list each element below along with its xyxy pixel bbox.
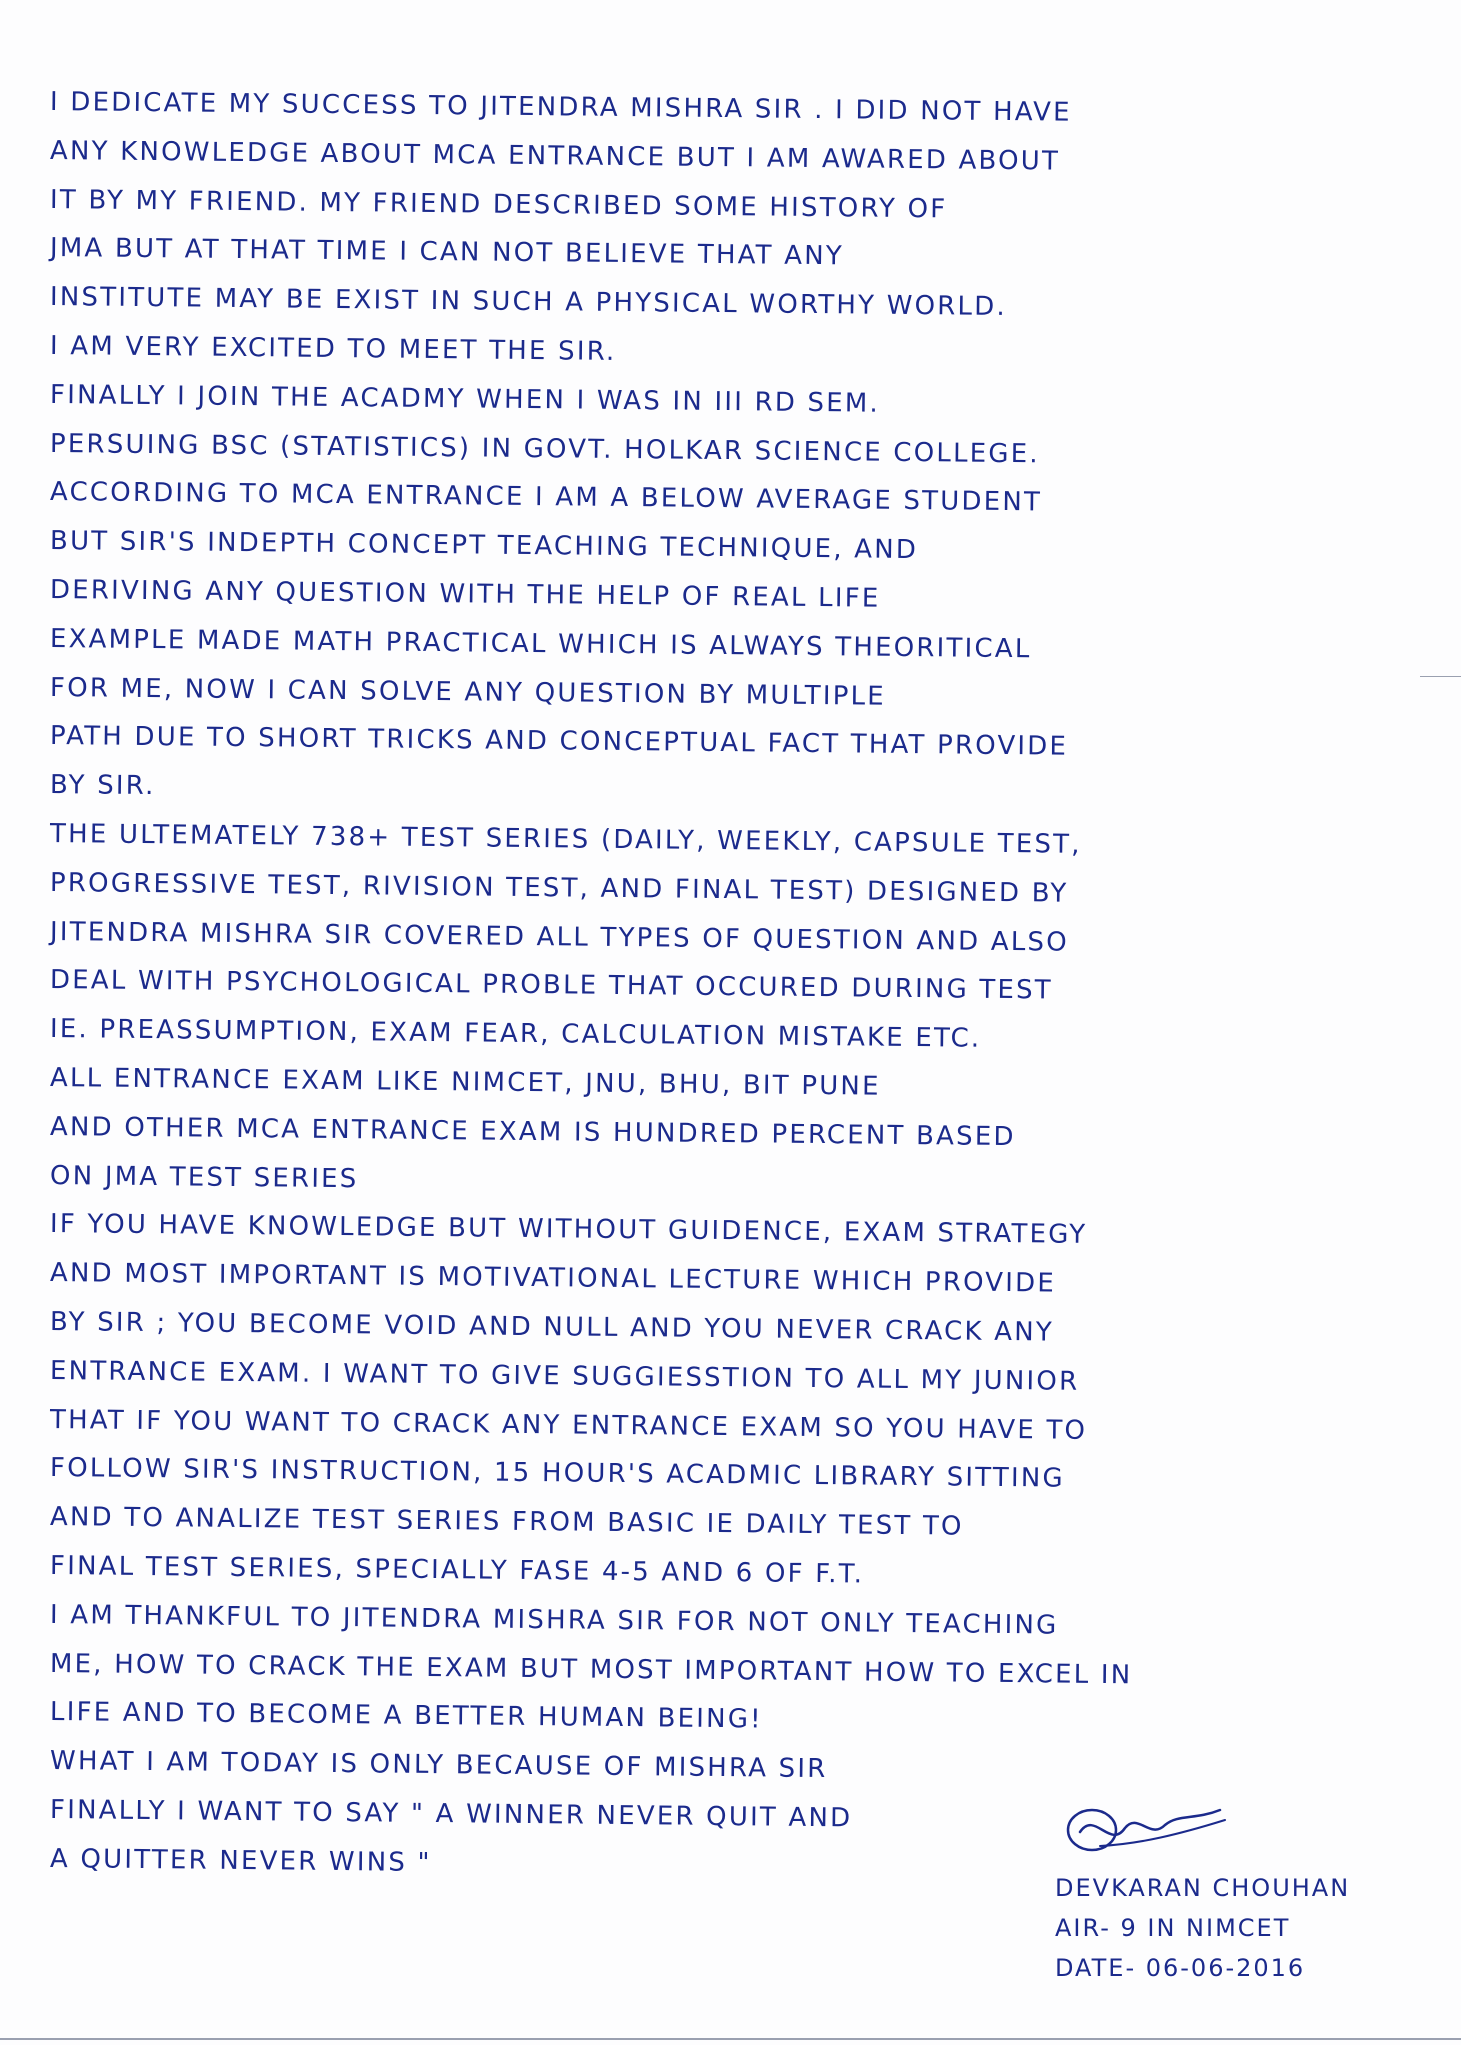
letter-line: A QUITTER NEVER WINS " (49, 1843, 432, 1878)
letter-line: LIFE AND TO BECOME A BETTER HUMAN BEING! (49, 1697, 763, 1735)
letter-line: I AM VERY EXCITED TO MEET THE SIR. (49, 330, 617, 367)
letter-line: JMA BUT AT THAT TIME I CAN NOT BELIEVE THAT ANY (49, 233, 845, 272)
letter-line: AND MOST IMPORTANT IS MOTIVATIONAL LECTURE WHICH PROVIDE (49, 1258, 1057, 1299)
letter-line: ALL ENTRANCE EXAM LIKE NIMCET, JNU, BHU, BIT PUNE (49, 1062, 881, 1102)
letter-line: EXAMPLE MADE MATH PRACTICAL WHICH IS ALWAYS THEORITICAL (49, 623, 1032, 665)
letter-line: IT BY MY FRIEND. MY FRIEND DESCRIBED SOME HISTORY OF (49, 184, 948, 224)
letter-line: INSTITUTE MAY BE EXIST IN SUCH A PHYSICAL WORTHY WORLD. (49, 282, 1008, 323)
letter-line: I DEDICATE MY SUCCESS TO JITENDRA MISHRA SIR . I DID NOT HAVE (49, 87, 1072, 128)
letter-line: THAT IF YOU WANT TO CRACK ANY ENTRANCE EXAM SO YOU HAVE TO (49, 1404, 1088, 1446)
scan-edge-rule (0, 2038, 1461, 2040)
letter-line: PERSUING BSC (STATISTICS) IN GOVT. HOLKAR SCIENCE COLLEGE. (49, 428, 1040, 469)
letter-line: AND OTHER MCA ENTRANCE EXAM IS HUNDRED PERCENT BASED (49, 1111, 1016, 1152)
letter-line: DERIVING ANY QUESTION WITH THE HELP OF REAL LIFE (49, 574, 881, 614)
signature-rank: AIR- 9 IN NIMCET (1055, 1914, 1291, 1942)
letter-line: I AM THANKFUL TO JITENDRA MISHRA SIR FOR NOT ONLY TEACHING (49, 1599, 1059, 1641)
letter-line: DEAL WITH PSYCHOLOGICAL PROBLE THAT OCCURED DURING TEST (49, 965, 1054, 1006)
letter-line: FINAL TEST SERIES, SPECIALLY FASE 4-5 AND 6 OF F.T. (49, 1550, 865, 1590)
letter-line: JITENDRA MISHRA SIR COVERED ALL TYPES OF QUESTION AND ALSO (49, 916, 1070, 958)
letter-line: BY SIR. (49, 770, 156, 802)
signature-scribble (1060, 1790, 1230, 1860)
letter-line: ON JMA TEST SERIES (49, 1160, 359, 1194)
letter-line: FOLLOW SIR'S INSTRUCTION, 15 HOUR'S ACADMIC LIBRARY SITTING (49, 1453, 1065, 1494)
signature-date: DATE- 06-06-2016 (1055, 1954, 1306, 1982)
letter-line: BUT SIR'S INDEPTH CONCEPT TEACHING TECHNIQUE, AND (49, 526, 919, 566)
letter-line: FINALLY I WANT TO SAY " A WINNER NEVER QUIT AND (49, 1794, 853, 1834)
letter-line: ANY KNOWLEDGE ABOUT MCA ENTRANCE BUT I AM AWARED ABOUT (49, 135, 1061, 177)
letter-line: FOR ME, NOW I CAN SOLVE ANY QUESTION BY MULTIPLE (49, 672, 887, 712)
letter-line: PATH DUE TO SHORT TRICKS AND CONCEPTUAL FACT THAT PROVIDE (49, 721, 1069, 763)
letter-line: THE ULTEMATELY 738+ TEST SERIES (DAILY, WEEKLY, CAPSULE TEST, (49, 818, 1082, 860)
letter-line: ME, HOW TO CRACK THE EXAM BUT MOST IMPORTANT HOW TO EXCEL IN (49, 1648, 1133, 1690)
letter-body (50, 78, 1420, 1883)
letter-line: BY SIR ; YOU BECOME VOID AND NULL AND YOU NEVER CRACK ANY (49, 1306, 1055, 1348)
letter-line: IE. PREASSUMPTION, EXAM FEAR, CALCULATION MISTAKE ETC. (49, 1014, 982, 1054)
letter-line: ENTRANCE EXAM. I WANT TO GIVE SUGGIESSTION TO ALL MY JUNIOR (49, 1355, 1080, 1397)
letter-line: FINALLY I JOIN THE ACADMY WHEN I WAS IN III RD SEM. (49, 379, 881, 419)
margin-mark (1420, 676, 1461, 677)
signature-name: DEVKARAN CHOUHAN (1055, 1874, 1351, 1902)
letter-line: PROGRESSIVE TEST, RIVISION TEST, AND FINAL TEST) DESIGNED BY (49, 867, 1069, 909)
letter-line: AND TO ANALIZE TEST SERIES FROM BASIC IE DAILY TEST TO (49, 1502, 964, 1542)
letter-line: WHAT I AM TODAY IS ONLY BECAUSE OF MISHRA SIR (49, 1746, 828, 1785)
letter-line: ACCORDING TO MCA ENTRANCE I AM A BELOW AVERAGE STUDENT (49, 477, 1043, 518)
signature-block (1055, 1868, 1435, 1988)
letter-line: IF YOU HAVE KNOWLEDGE BUT WITHOUT GUIDENCE, EXAM STRATEGY (49, 1209, 1088, 1251)
